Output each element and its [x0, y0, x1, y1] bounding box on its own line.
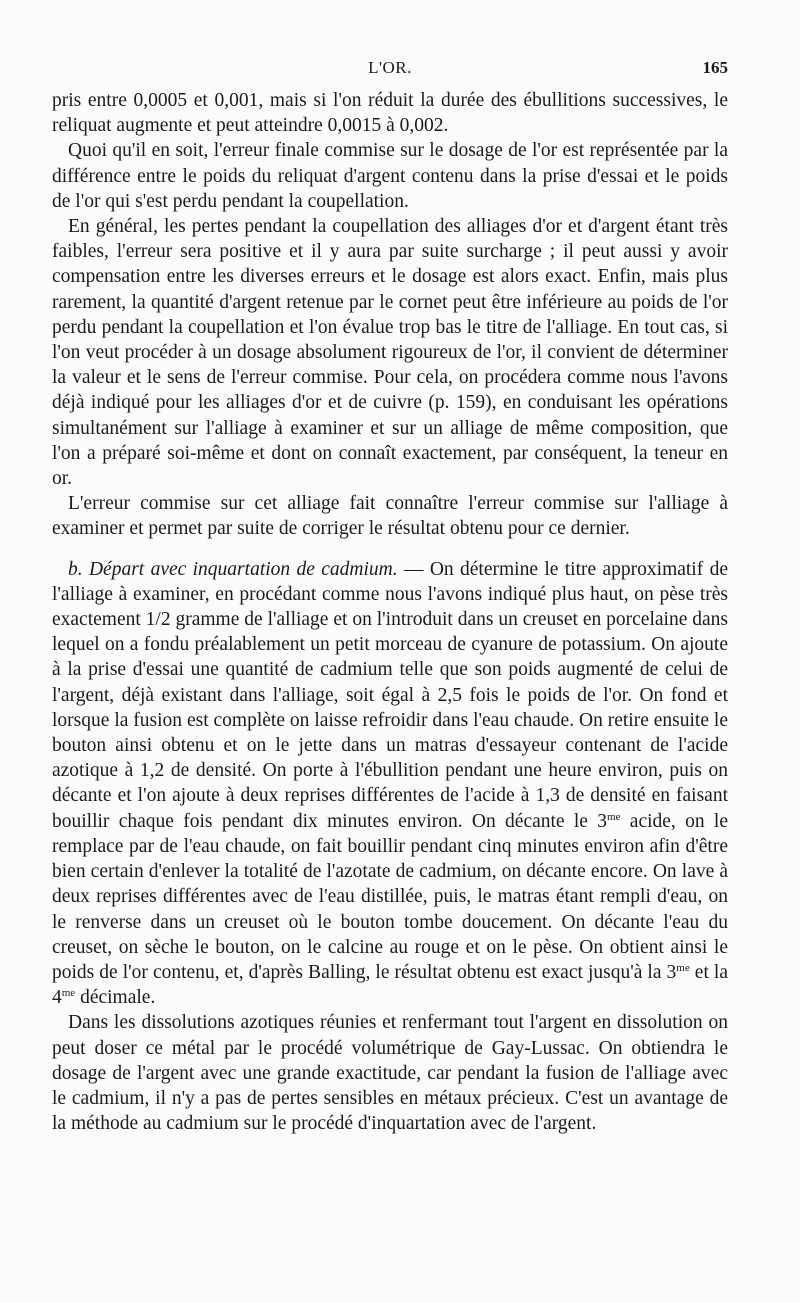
- page-number: 165: [702, 58, 728, 77]
- running-header: [52, 58, 728, 84]
- paragraph-1: pris entre 0,0005 et 0,001, mais si l'on réduit la durée des ébullitions successives, le reliquat augmente et peut atteindre 0,0015 à 0,002.: [52, 90, 728, 137]
- paragraph-5-text-a: — On détermine le titre approximatif de l'alliage à examiner, en procédant comme nous l'avons indiqué plus haut, on pèse très exactement 1/2 gramme de l'alliage et on l'introduit dans un creuset en porcelaine dans lequel on a fondu préalablement un petit morceau de cyanure de potassium. On ajoute à la prise d'essai une quantité de cadmium telle que son poids augmenté de celui de l'argent, déjà existant dans l'alliage, soit égal à 2,5 fois le poids de l'or. On fond et lorsque la fusion est complète on laisse refroidir dans l'eau chaude. On retire ensuite le bouton ainsi obtenu et on le jette dans un matras d'essayeur contenant de l'acide azotique à 1,2 de densité. On porte à l'ébullition pendant une heure environ, puis on décante et l'on ajoute à deux reprises différentes de l'acide à 1,3 de densité en faisant bouillir chaque fois pendant dix minutes environ. On décante le 3: [52, 558, 728, 832]
- paragraph-2: Quoi qu'il en soit, l'erreur finale commise sur le dosage de l'or est représentée par la différence entre le poids du reliquat d'argent contenu dans la prise d'essai et le poids de l'or qui s'est perdu pendant la coupellation.: [52, 140, 728, 212]
- body-text: [52, 88, 728, 1136]
- paragraph-5-text-d: décimale.: [75, 987, 156, 1009]
- paragraph-5-text-c: et la 4: [52, 961, 728, 1009]
- ordinal-suffix: me: [676, 961, 690, 974]
- running-title: L'OR.: [368, 58, 412, 77]
- ordinal-suffix: me: [61, 987, 76, 1000]
- paragraph-5-text-b: acide, on le remplace par de l'eau chaude, on fait bouillir pendant cinq minutes environ afin d'être bien certain d'enlever la totalité de l'azotate de cadmium, on décante encore. On lave à deux reprises différentes avec de l'eau distillée, puis, le matras étant rempli d'eau, on le renverse dans un creuset où le bouton tombe doucement. On décante l'eau du creuset, on sèche le bouton, on le calcine au rouge et on le pèse. On obtient ainsi le poids de l'or contenu, et, d'après Balling, le résultat obtenu est exact jusqu'à la 3: [52, 810, 728, 983]
- paragraph-4: L'erreur commise sur cet alliage fait connaître l'erreur commise sur l'alliage à examiner et permet par suite de corriger le résultat obtenu pour ce dernier.: [52, 493, 728, 540]
- paragraph-3: En général, les pertes pendant la coupellation des alliages d'or et d'argent étant très faibles, l'erreur sera positive et il y aura par suite surcharge ; il peut aussi y avoir compensation entre les diverses erreurs et le dosage est alors exact. Enfin, mais plus rarement, la quantité d'argent retenue par le cornet peut être inférieure au poids de l'or perdu pendant la coupellation et l'on évalue trop bas le titre de l'alliage. En tout cas, si l'on veut procéder à un dosage absolument rigoureux de l'or, il convient de déterminer la valeur et le sens de l'erreur commise. Pour cela, on procédera comme nous l'avons déjà indiqué pour les alliages d'or et de cuivre (p. 159), en conduisant les opérations simultanément sur l'alliage à examiner et sur un alliage de même composition, que l'on a préparé soi-même et dont on connaît exactement, par conséquent, la teneur en or.: [52, 216, 728, 490]
- section-label: b. Départ avec inquartation de cadmium.: [68, 558, 398, 580]
- paragraph-5: [52, 557, 728, 1011]
- paragraph-6: Dans les dissolutions azotiques réunies et renfermant tout l'argent en dissolution on peut doser ce métal par le procédé volumétrique de Gay-Lussac. On obtiendra le dosage de l'argent avec une grande exactitude, car pendant la fusion de l'alliage avec le cadmium, il n'y a pas de pertes sensibles en métaux précieux. C'est un avantage de la méthode au cadmium sur le procédé d'inquartation avec de l'argent.: [52, 1012, 728, 1135]
- ordinal-suffix: me: [607, 810, 621, 823]
